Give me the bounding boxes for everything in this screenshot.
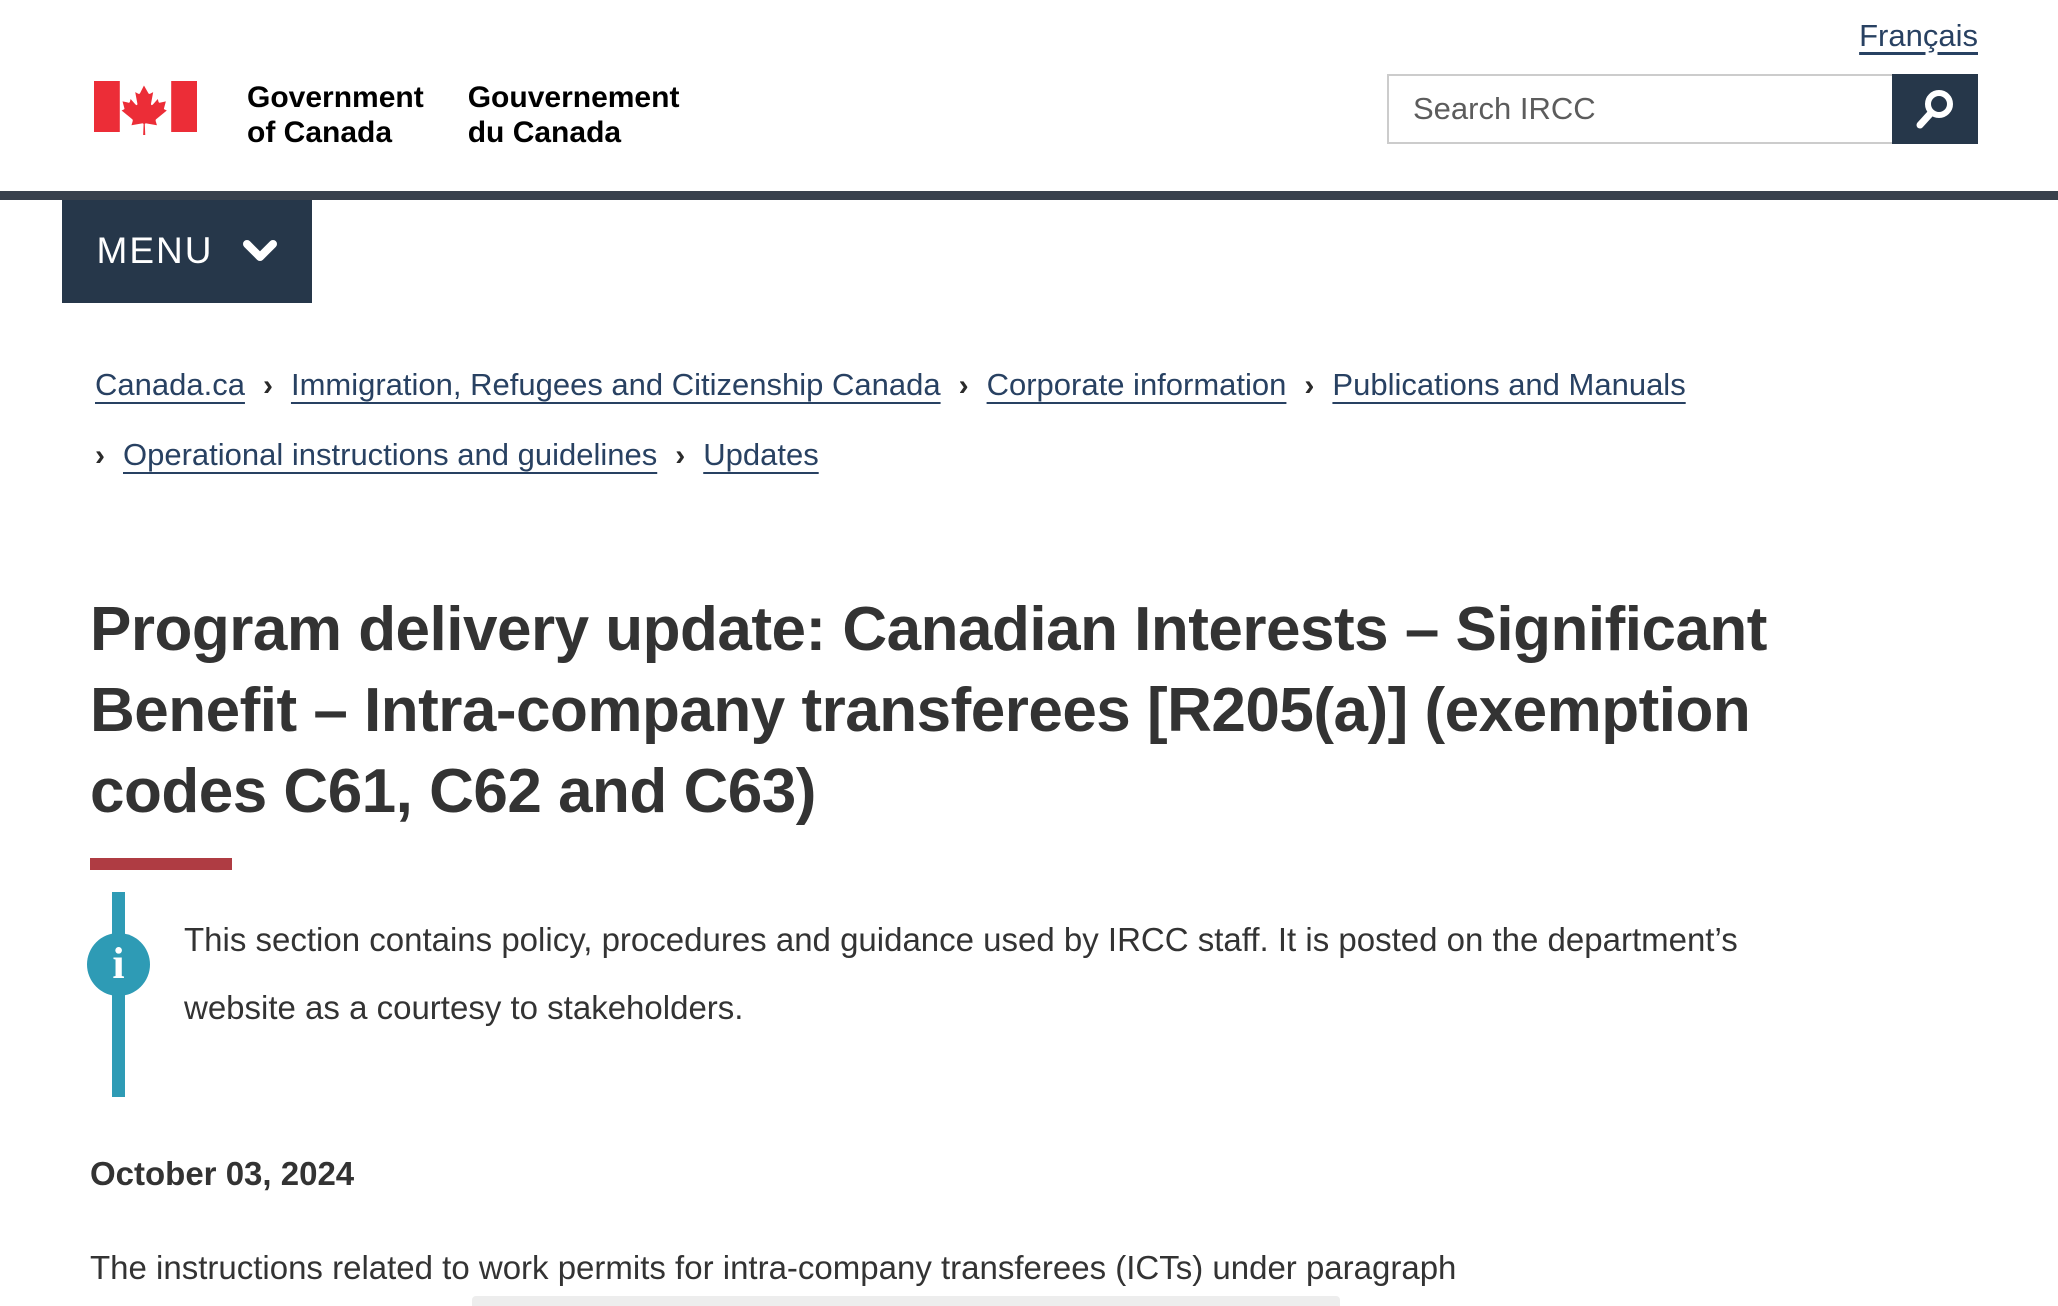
government-of-canada-logo[interactable] <box>94 78 679 151</box>
bottom-gray-strip <box>472 1296 1340 1306</box>
breadcrumb-item <box>263 367 941 403</box>
info-callout <box>112 892 1752 1097</box>
brand-row <box>94 68 1978 151</box>
breadcrumb <box>95 367 1885 473</box>
language-toggle-link[interactable]: Français <box>1859 18 1978 53</box>
wordmark-french <box>468 80 680 151</box>
chevron-right-icon: › <box>95 438 105 472</box>
chevron-right-icon: › <box>1304 368 1315 402</box>
header-divider-rule <box>0 191 2058 200</box>
wordmark-fr-line1: Gouvernement <box>467 81 680 114</box>
wordmark-en-line1: Government <box>247 81 424 114</box>
chevron-down-icon <box>243 240 277 262</box>
search-button[interactable] <box>1892 74 1978 144</box>
menu-button-label: MENU <box>96 230 214 272</box>
search-form <box>1387 74 1978 144</box>
page-title: Program delivery update: Canadian Interests – Significant Benefit – Intra-company transferees [R205(a)] (exemption codes C61, C62 and C63) <box>90 594 1767 827</box>
intro-paragraph: The instructions related to work permits for intra-company transferees (ICTs) under paragraph <box>90 1249 1457 1287</box>
publication-date: October 03, 2024 <box>90 1155 355 1193</box>
breadcrumb-item <box>95 367 245 403</box>
search-icon <box>1913 87 1957 131</box>
chevron-right-icon: › <box>675 438 686 472</box>
breadcrumb-link[interactable]: Publications and Manuals <box>1332 366 1686 402</box>
breadcrumb-item <box>1304 367 1685 403</box>
search-input[interactable] <box>1387 74 1892 144</box>
chevron-right-icon: › <box>262 368 273 402</box>
info-icon: i <box>87 933 150 996</box>
breadcrumb-item <box>95 437 657 473</box>
wordmark-en-line2: of Canada <box>247 116 393 150</box>
breadcrumb-link[interactable]: Canada.ca <box>95 366 245 402</box>
info-callout-text: This section contains policy, procedures and guidance used by IRCC staff. It is posted on the department’s website as a courtesy to stakeholders. <box>184 921 1738 1027</box>
title-accent-bar <box>90 858 232 870</box>
breadcrumb-link[interactable]: Immigration, Refugees and Citizenship Canada <box>290 366 941 402</box>
canada-flag-icon <box>94 78 197 135</box>
language-toggle-row <box>94 16 1978 54</box>
breadcrumb-item <box>959 367 1287 403</box>
wordmark-english <box>247 80 424 151</box>
breadcrumb-link[interactable]: Updates <box>703 436 819 472</box>
menu-button[interactable] <box>62 200 312 303</box>
wordmark-fr-line2: du Canada <box>467 116 622 150</box>
site-header <box>0 0 2058 151</box>
breadcrumb-item <box>675 437 818 473</box>
breadcrumb-link[interactable]: Operational instructions and guidelines <box>123 436 658 472</box>
breadcrumb-link[interactable]: Corporate information <box>986 366 1287 402</box>
government-wordmark <box>247 80 679 151</box>
main-content <box>0 589 2058 1293</box>
chevron-right-icon: › <box>958 368 969 402</box>
